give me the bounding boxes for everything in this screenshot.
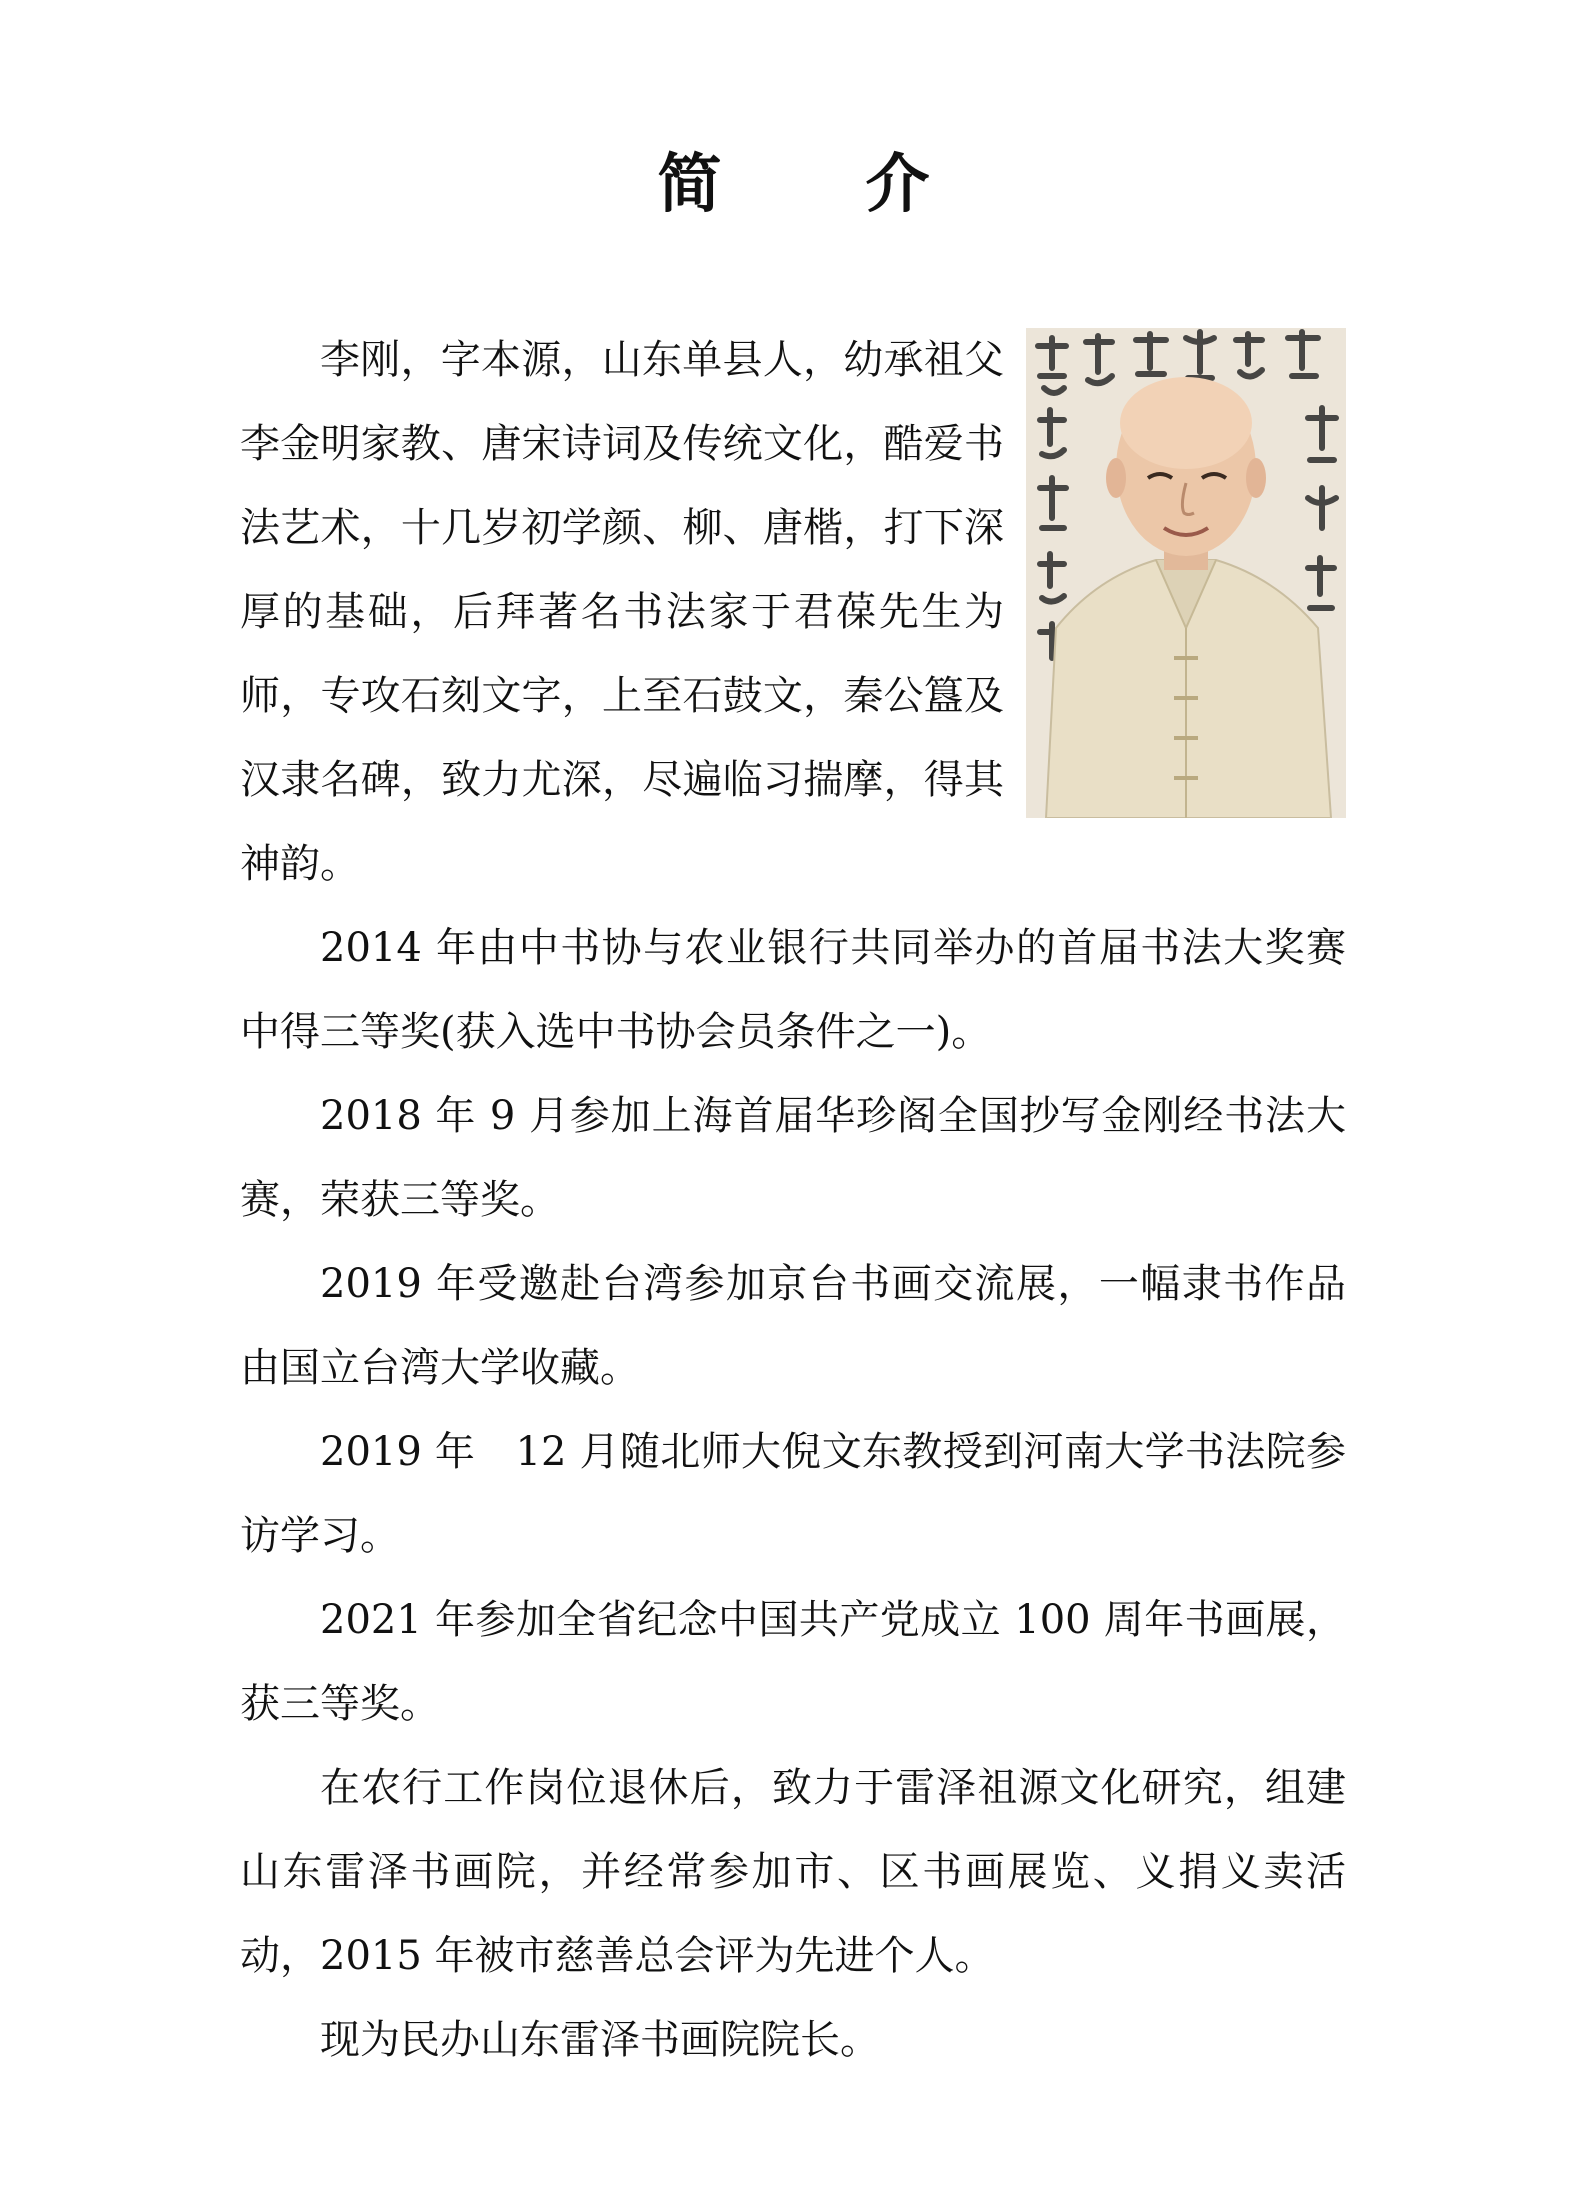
- paragraph-2014-award: 2014 年由中书协与农业银行共同举办的首届书法大奖赛中得三等奖(获入选中书协会员条件之一)。: [240, 925, 1346, 1055]
- paragraph-2019-taiwan: 2019 年受邀赴台湾参加京台书画交流展，一幅隶书作品由国立台湾大学收藏。: [240, 1261, 1346, 1391]
- paragraph-2021-award: 2021 年参加全省纪念中国共产党成立 100 周年书画展，获三等奖。: [240, 1597, 1346, 1727]
- portrait-photo: [1026, 328, 1346, 818]
- paragraph-current-role: 现为民办山东雷泽书画院院长。: [320, 2017, 880, 2063]
- paragraph-retirement: 在农行工作岗位退休后，致力于雷泽祖源文化研究，组建山东雷泽书画院，并经常参加市、区书画展览、义捐义卖活动，2015 年被市慈善总会评为先进个人。: [240, 1765, 1346, 1979]
- portrait-icon: [1026, 328, 1346, 818]
- biography-body: [240, 318, 1346, 2082]
- paragraph-2018-award: 2018 年 9 月参加上海首届华珍阁全国抄写金刚经书法大赛，荣获三等奖。: [240, 1093, 1346, 1223]
- paragraph-2019-henan: 2019 年 12 月随北师大倪文东教授到河南大学书法院参访学习。: [240, 1429, 1346, 1559]
- page-title: 简 介: [657, 147, 970, 222]
- paragraph-intro: 李刚，字本源，山东单县人，幼承祖父李金明家教、唐宋诗词及传统文化，酷爱书法艺术，十几岁初学颜、柳、唐楷，打下深厚的基础，后拜著名书法家于君葆先生为师，专攻石刻文字，上至石鼓文，秦公簋及汉隶名碑，致力尤深，尽遍临习揣摩，得其神韵。: [240, 337, 1004, 887]
